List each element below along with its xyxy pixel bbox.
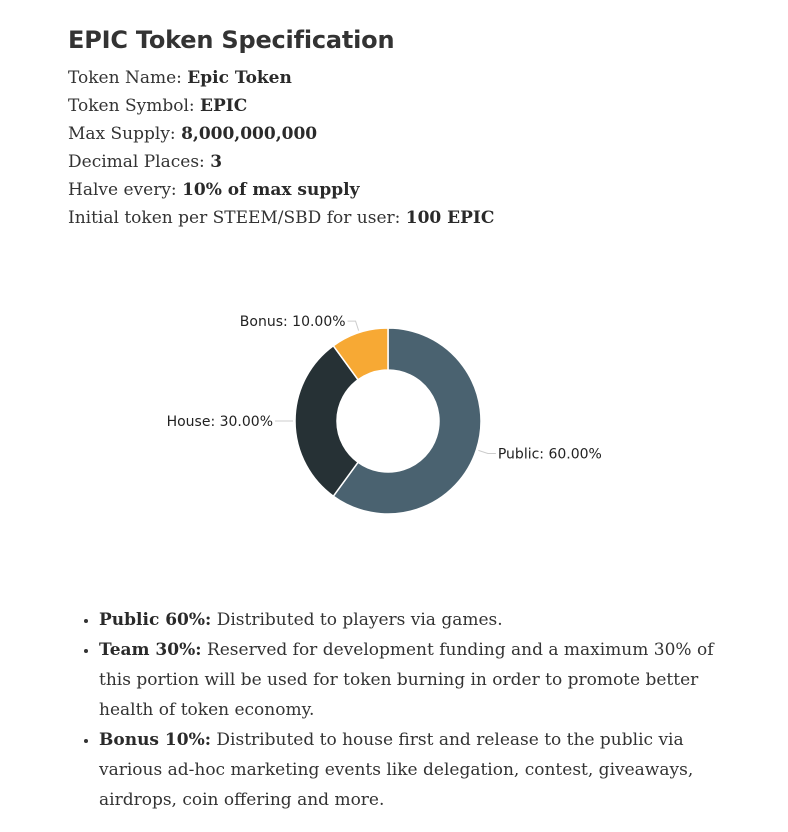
- data-label-bonus: Bonus: 10.00%: [239, 314, 346, 331]
- spec-label: Decimal Places:: [68, 152, 205, 172]
- spec-label: Halve every:: [68, 180, 177, 200]
- spec-value: 3: [210, 152, 223, 172]
- distribution-notes: [80, 605, 739, 815]
- spec-value: 10% of max supply: [182, 180, 360, 200]
- spec-label: Token Symbol:: [68, 96, 195, 116]
- spec-value: 8,000,000,000: [181, 124, 318, 144]
- note-bonus: [99, 725, 739, 815]
- data-label-public: Public: 60.00%: [497, 446, 602, 463]
- spec-label: Max Supply:: [68, 124, 176, 144]
- data-label-house: House: 30.00%: [166, 414, 273, 430]
- leader-line-bonus: [348, 321, 359, 331]
- spec-value: Epic Token: [187, 68, 292, 88]
- spec-value: EPIC: [200, 96, 248, 116]
- note-text: Distributed to house first and release to the public via various ad-hoc marketing events like delegation, contest, giveaways, airdrops, coin offering and more.: [99, 730, 694, 810]
- note-team: [99, 635, 739, 725]
- leader-line-public: [478, 450, 496, 453]
- note-text: Distributed to players via games.: [216, 610, 503, 630]
- spec-value: 100 EPIC: [405, 208, 495, 228]
- note-text: Reserved for development funding and a maximum 30% of this portion will be used for token burning in order to promote better health of token economy.: [99, 640, 714, 720]
- note-public: [99, 605, 739, 635]
- page-title: EPIC Token Specification: [68, 26, 395, 54]
- slice-house: [295, 346, 358, 496]
- note-term: Team 30%:: [99, 640, 202, 660]
- spec-label: Token Name:: [68, 68, 182, 88]
- note-term: Bonus 10%:: [99, 730, 212, 750]
- spec-label: Initial token per STEEM/SBD for user:: [68, 208, 401, 228]
- note-term: Public 60%:: [99, 610, 212, 630]
